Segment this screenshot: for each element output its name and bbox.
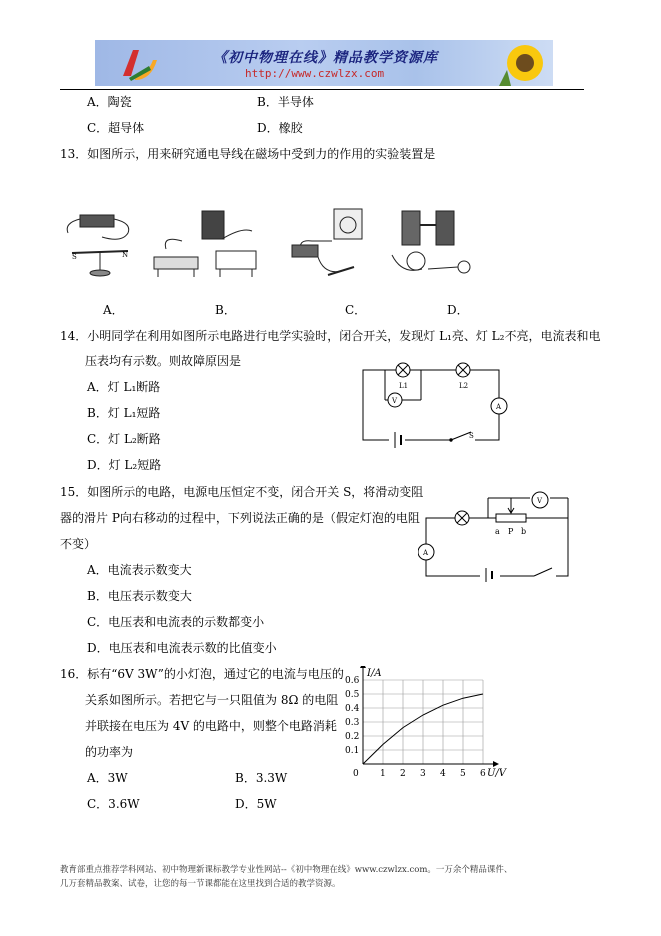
q12-option-d: D．橡胶 [257,121,303,135]
q14-label-v: V [392,397,398,405]
q16-stem-line-1: 16．标有“6V 3W”的小灯泡，通过它的电流与电压的 [60,667,344,681]
apparatus-a [67,215,129,276]
x-tick-label: 2 [400,769,406,779]
x-tick-label: 3 [420,769,426,779]
q13-label-a: A． [103,303,124,317]
q16-stem-line-3: 并联接在电压为 4V 的电路中，则整个电路消耗 [85,719,337,733]
q12-option-a: A．陶瓷 [87,95,132,109]
y-tick-label: 0.4 [345,704,360,714]
q14-label-l1: L1 [399,382,409,390]
q16-option-a: A．3W [87,771,128,785]
logo-icon [119,46,159,82]
q12-option-c: C．超导体 [87,121,145,135]
q13-stem: 13．如图所示，用来研究通电导线在磁场中受到力的作用的实验装置是 [60,147,436,161]
q14-option-a: A．灯 L₁断路 [87,380,161,394]
banner-title: 《初中物理在线》精品教学资源库 [213,50,438,66]
q14-option-b: B．灯 L₁短路 [87,406,161,420]
q13-apparatus-figures [62,205,482,297]
q16-option-c: C．3.6W [87,797,140,811]
chart-grid [363,680,483,764]
iu-chart [345,666,525,780]
y-axis-arrow [360,666,366,668]
q16-stem-line-4: 的功率为 [85,745,134,759]
chart-axes [360,666,499,767]
q15-label-ammeter: A [423,549,429,557]
y-tick-label: 0.3 [345,718,360,728]
x-tick-label: 6 [480,769,486,779]
q16-option-d: D．5W [235,797,277,811]
x-tick-label: 1 [380,769,386,779]
q15-label-a: a [495,527,500,536]
x-axis-arrow [493,761,499,767]
q14-option-d: D．灯 L₂短路 [87,458,162,472]
chart-xlabel: U/V [487,768,507,779]
q15-option-a: A．电流表示数变大 [87,563,192,577]
q14-label-s: S [469,432,474,440]
q14-stem-line-2: 压表均有示数。则故障原因是 [85,354,242,368]
q14-label-l2: L2 [459,382,469,390]
q15-stem-line-2: 器的滑片 P向右移动的过程中，下列说法正确的是（假定灯泡的电阻 [60,511,420,525]
q15-option-b: B．电压表示数变大 [87,589,192,603]
q15-stem-line-3: 不变） [60,537,97,551]
q14-circuit-diagram [355,360,515,448]
q14-stem-line-1: 14．小明同学在利用如图所示电路进行电学实验时，闭合开关，发现灯 L₁亮、灯 L₂不亮，电流表和电 [60,329,601,343]
q12-option-b: B．半导体 [257,95,314,109]
header-rule [60,89,584,90]
q14-option-c: C．灯 L₂断路 [87,432,161,446]
q15-label-p: P [508,527,514,536]
apparatus-d [392,211,470,273]
y-tick-label: 0.6 [345,676,360,686]
apparatus-c [292,209,362,275]
q13-label-c: C． [345,303,367,317]
header-banner [95,40,553,86]
q13-label-d: D． [447,303,469,317]
q15-option-c: C．电压表和电流表的示数都变小 [87,615,265,629]
q15-option-d: D．电压表和电流表示数的比值变小 [87,641,277,655]
y-tick-label: 0.2 [345,732,360,742]
q16-option-b: B．3.3W [235,771,288,785]
chart-ylabel: I/A [367,668,382,679]
sunflower-icon [493,40,553,86]
x-tick-label: 5 [460,769,466,779]
q13-label-b: B． [215,303,236,317]
y-tick-label: 0.1 [345,746,360,756]
q15-label-b: b [521,527,527,536]
q14-label-a: A [496,403,502,411]
q15-label-v: V [537,497,543,505]
q16-stem-line-2: 关系如图所示。若把它与一只阻值为 8Ω 的电阻 [85,693,339,707]
apparatus-b [154,211,256,277]
q15-circuit-diagram [418,488,578,582]
q15-stem-line-1: 15．如图所示的电路，电源电压恒定不变，闭合开关 S，将滑动变阻 [60,485,424,499]
svg-text:N: N [122,251,129,259]
footer-line-1: 教育部重点推荐学科网站、初中物理新课标教学专业性网站--《初中物理在线》www.czwlzx.com。一万余个精品课件、 [60,865,513,875]
svg-text:S: S [72,253,77,261]
banner-url[interactable]: http://www.czwlzx.com [245,67,385,80]
x-tick-label: 0 [353,769,359,779]
x-tick-label: 4 [440,769,446,779]
footer-line-2: 几万套精品教案、试卷，让您的每一节课都能在这里找到合适的教学资源。 [60,879,341,889]
y-tick-label: 0.5 [345,690,360,700]
